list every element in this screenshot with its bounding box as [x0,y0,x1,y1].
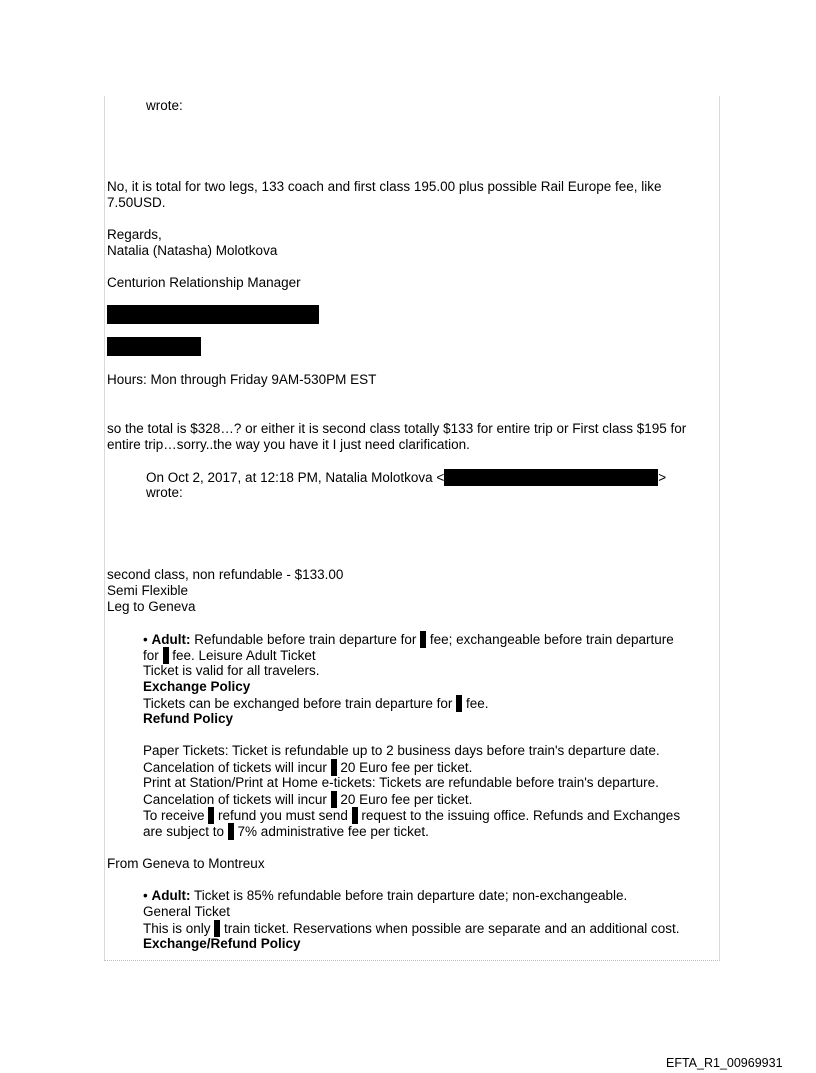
leg1-print: Print at Station/Print at Home e-tickets: Tickets are refundable before train's departure. [143,775,659,790]
reply-line-2: 7.50USD. [107,195,166,210]
leg1-cancel-text-b: 20 Euro fee per ticket. [336,760,473,775]
leg1-adult-line [143,631,674,648]
leg1-receive-text-a: To receive [143,808,209,823]
leg1-paper: Paper Tickets: Ticket is refundable up to 2 business days before train's departure date. [143,743,660,758]
quote1-wrote: wrote: [146,98,183,113]
signature-title: Centurion Relationship Manager [107,275,301,290]
leg1-valid: Ticket is valid for all travelers. [143,663,320,678]
redaction-block [107,337,201,356]
adult-label: Adult: [151,888,191,903]
leg1-exchange-line [143,695,488,712]
leg1-subject-text-b: 7% administrative fee per ticket. [233,824,429,839]
leg1-adult-text-b: fee; exchangeable before train departure [426,632,674,647]
fare-line-2: Semi Flexible [107,583,189,598]
leg1-cancel-text-a: Cancelation of tickets will incur [143,792,331,807]
bullet: • [143,632,148,647]
leg1-exchange-text-a: Tickets can be exchanged before train departure for [143,696,457,711]
refund-policy-heading [143,711,233,727]
fare-line-1: second class, non refundable - $133.00 [107,567,344,582]
redaction-block [107,305,319,324]
leg1-adult-line-2 [143,647,316,664]
exchange-policy-heading [143,679,250,695]
leg1-cancel-line [143,759,472,776]
bullet: • [143,888,148,903]
leg2-only-text-a: This is only [143,921,215,936]
leg1-receive-line [143,807,680,824]
question-line-2: entire trip…sorry..the way you have it I just need clarification. [107,437,470,452]
quote2-header-prefix: On Oct 2, 2017, at 12:18 PM, Natalia Molotkova < [146,470,445,485]
quote2-wrote: wrote: [146,485,183,500]
exchange-refund-policy-heading [143,936,301,952]
exchange-policy-heading-text: Exchange Policy [143,679,251,694]
leg1-receive-text-c: request to the issuing office. Refunds and Exchanges [357,808,681,823]
leg2-only-text-b: train ticket. Reservations when possible are separate and an additional cost. [220,921,680,936]
leg1-subject-text-a: are subject to [143,824,228,839]
document-id: EFTA_R1_00969931 [666,1056,783,1070]
leg1-subject-line [143,823,429,840]
signature-regards: Regards, [107,227,162,242]
leg2-only-line [143,920,680,937]
leg1-adult-text-c: for [143,648,163,663]
quote2-header [146,469,666,486]
quote2-header-suffix: > [658,470,667,485]
signature-hours: Hours: Mon through Friday 9AM-530PM EST [107,372,377,387]
fare-line-3: Leg to Geneva [107,599,196,614]
leg2-adult-text: Ticket is 85% refundable before train departure date; non-exchangeable. [190,888,628,903]
leg2-adult-line [143,888,627,904]
leg2-heading: From Geneva to Montreux [107,856,265,871]
leg1-cancel-line-2 [143,791,472,808]
signature-name: Natalia (Natasha) Molotkova [107,243,278,258]
refund-policy-heading-text: Refund Policy [143,711,234,726]
redacted-email [444,469,658,486]
leg1-adult-text-a: Refundable before train departure for [190,632,421,647]
leg2-general: General Ticket [143,904,231,919]
leg1-adult-text-d: fee. Leisure Adult Ticket [168,648,316,663]
leg1-cancel-text-a: Cancelation of tickets will incur [143,760,331,775]
leg1-exchange-text-b: fee. [462,696,489,711]
adult-label: Adult: [151,632,191,647]
question-line-1: so the total is $328…? or either it is second class totally $133 for entire trip or First class $195 for [107,421,687,436]
leg1-cancel-text-b: 20 Euro fee per ticket. [336,792,473,807]
reply-line-1: No, it is total for two legs, 133 coach and first class 195.00 plus possible Rail Europe fee, like [107,179,662,194]
leg1-receive-text-b: refund you must send [214,808,352,823]
exchange-refund-policy-heading-text: Exchange/Refund Policy [143,936,301,951]
